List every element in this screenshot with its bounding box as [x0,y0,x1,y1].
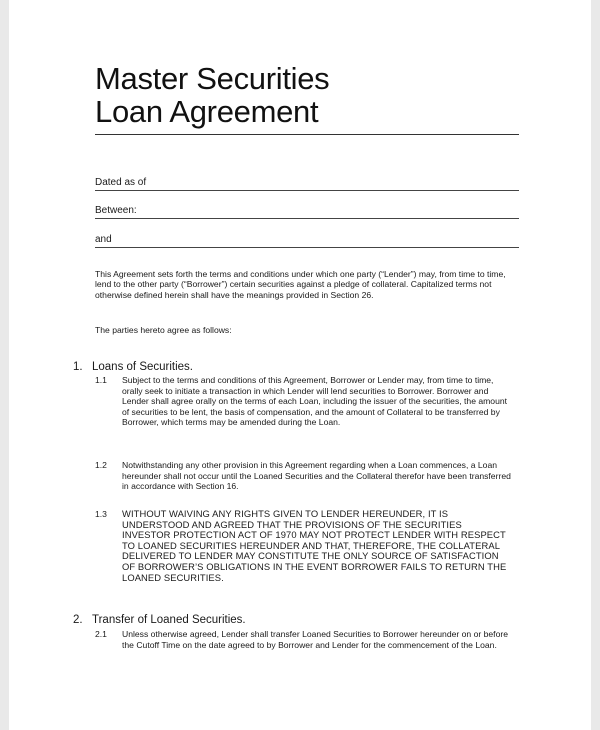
subsection-number: 2.1 [95,629,107,639]
intro-paragraph: This Agreement sets forth the terms and conditions under which one party (“Lender”) may, from time to time, lend to the other party (“Borrower”) certain securities against a pledge of collateral. Capitalized terms not otherwise defined herein shall have the meanings provided in Section 26. [95,269,506,300]
subsection-text: Notwithstanding any other provision in this Agreement regarding when a Loan commences, a Loan hereunder shall not occur until the Loaned Securities and the Collateral therefor have been transferred in accordance with Section 16. [122,460,511,492]
and-line [95,247,519,248]
between-field [95,205,519,219]
title-rule [95,134,519,135]
subsection-1-2 [95,460,511,492]
subsection-1-1 [95,375,511,428]
and-label: and [95,234,112,245]
section-1-heading [73,361,193,374]
subsection-number: 1.3 [95,509,107,519]
section-title: Loans of Securities. [92,361,194,373]
between-line [95,218,519,219]
subsection-1-3 [95,509,511,583]
subsection-text: WITHOUT WAIVING ANY RIGHTS GIVEN TO LENDER HEREUNDER, IT IS UNDERSTOOD AND AGREED THAT THE PROVISIONS OF THE SECURITIES INVESTOR PROTECTION ACT OF 1970 MAY NOT PROTECT LENDER WITH RESPECT TO LOANED SECURITIES HEREUNDER AND THAT, THEREFORE, THE COLLATERAL DELIVERED TO LENDER MAY CONSTITUTE THE ONLY SOURCE OF SATISFACTION OF BORROWER’S OBLIGATIONS IN THE EVENT BORROWER FAILS TO RETURN THE LOANED SECURITIES. [122,508,507,583]
section-number: 2. [73,614,83,626]
title-line-1: Master Securities [95,61,330,96]
dated-label: Dated as of [95,177,147,188]
document-title [95,62,329,128]
parties-paragraph: The parties hereto agree as follows: [95,325,232,335]
section-2-heading [73,614,246,627]
section-number: 1. [73,361,83,373]
between-label: Between: [95,205,137,216]
title-line-2: Loan Agreement [95,94,319,129]
subsection-text: Unless otherwise agreed, Lender shall transfer Loaned Securities to Borrower hereunder on or before the Cutoff Time on the date agreed to by Borrower and Lender for the commencement of the Loan. [122,629,508,650]
subsection-2-1 [95,629,511,650]
section-title: Transfer of Loaned Securities. [92,614,246,626]
and-field [95,234,519,248]
subsection-text: Subject to the terms and conditions of this Agreement, Borrower or Lender may, from time to time, orally seek to initiate a transaction in which Lender will lend securities to Borrower. Borrower and Lender shall agree orally on the terms of each Loan, including the issuer of the securities, the amount of securities to be lent, the basis of compensation, and the amount of Collateral to be transferred by Borrower, which terms may be amended during the Loan. [122,375,508,428]
dated-field [95,177,519,191]
dated-line [95,190,519,191]
document-page [9,0,591,730]
subsection-number: 1.1 [95,375,107,385]
subsection-number: 1.2 [95,460,107,470]
